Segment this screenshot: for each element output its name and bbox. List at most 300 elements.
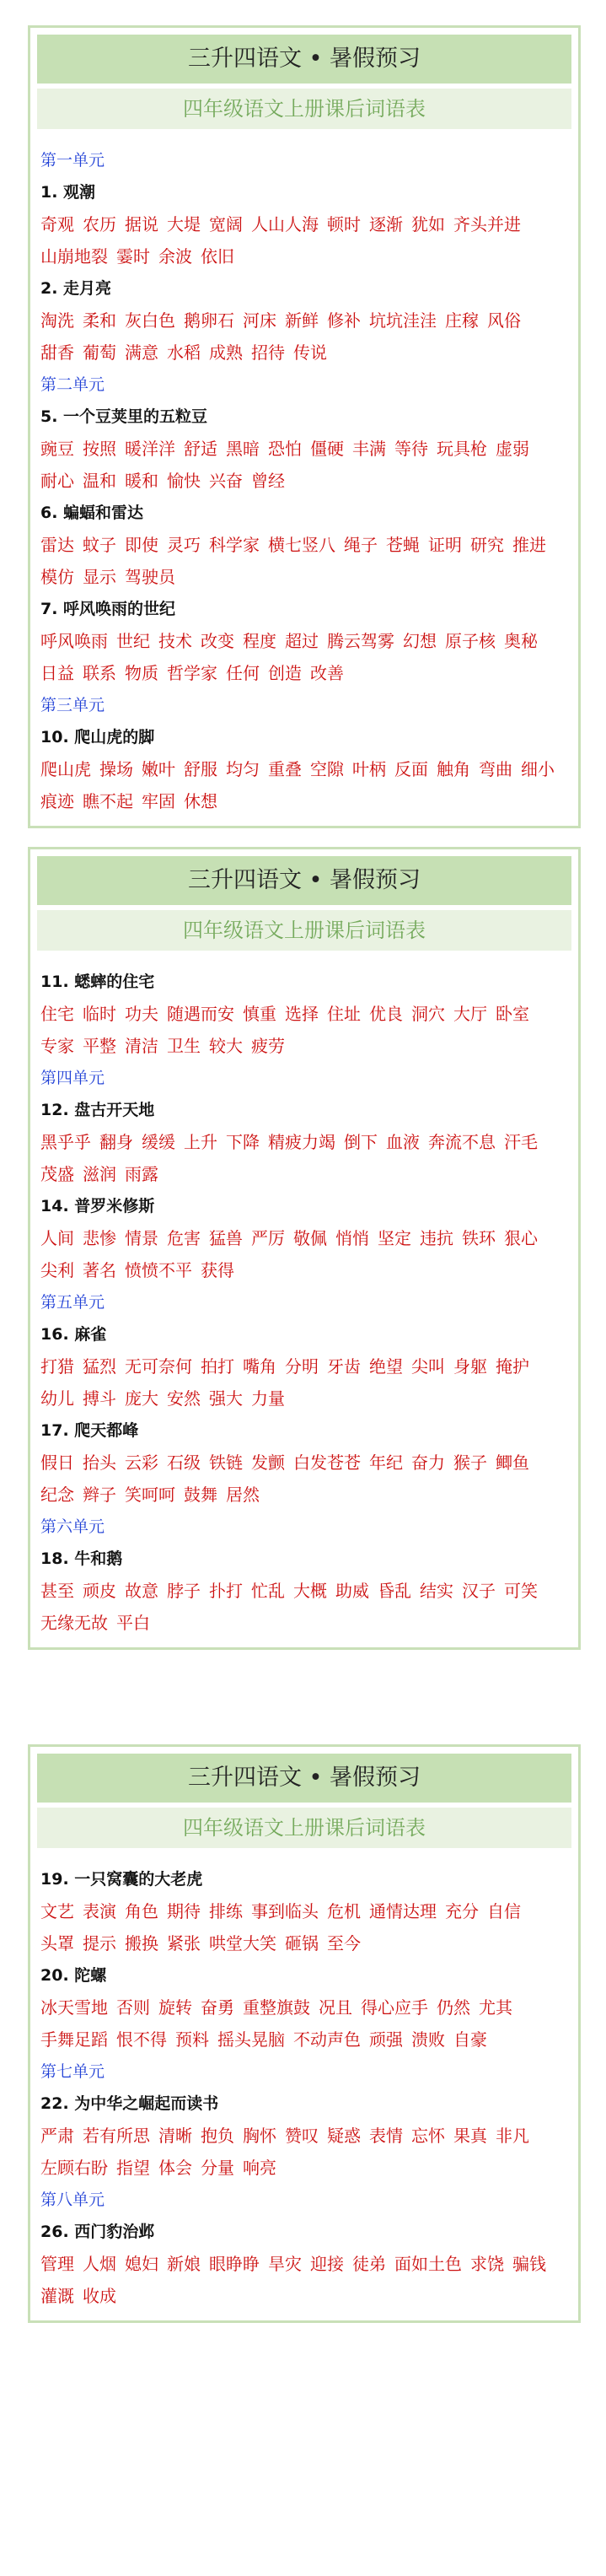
lesson-title: 2. 走月亮 — [40, 279, 112, 298]
lesson-title: 1. 观潮 — [40, 183, 96, 202]
vocab-word: 人间 — [40, 1228, 74, 1248]
vocab-word: 否则 — [116, 1997, 150, 2018]
vocab-word: 顽强 — [369, 2029, 403, 2050]
vocab-word: 旱灾 — [268, 2254, 302, 2274]
vocab-word: 石级 — [167, 1452, 201, 1473]
vocab-word: 左顾右盼 — [40, 2158, 108, 2178]
vocab-word: 违抗 — [420, 1228, 453, 1248]
vocab-word: 年纪 — [369, 1452, 403, 1473]
vocab-word: 丰满 — [352, 439, 386, 459]
vocab-word: 柔和 — [83, 310, 116, 331]
lesson-title: 20. 陀螺 — [40, 1966, 107, 1985]
vocab-word: 爬山虎 — [40, 759, 91, 779]
vocab-word: 葡萄 — [83, 342, 116, 363]
vocab-word: 空隙 — [310, 759, 344, 779]
vocab-word: 情景 — [125, 1228, 158, 1248]
vocab-word: 管理 — [40, 2254, 74, 2274]
vocab-word: 愉快 — [167, 471, 201, 491]
card-content — [37, 129, 571, 817]
vocab-word: 住宅 — [40, 1004, 74, 1024]
vocab-word: 分量 — [201, 2158, 234, 2178]
vocab-word: 嫩叶 — [142, 759, 175, 779]
word-list — [40, 1895, 568, 1959]
word-list — [40, 1222, 568, 1286]
vocab-word: 犹如 — [411, 214, 445, 234]
vocab-word: 大厅 — [453, 1004, 487, 1024]
vocab-word: 坚定 — [378, 1228, 411, 1248]
lesson-title: 14. 普罗米修斯 — [40, 1197, 155, 1215]
vocab-word: 滋润 — [83, 1164, 116, 1184]
vocab-word: 疑惑 — [327, 2126, 361, 2146]
vocab-word: 操场 — [99, 759, 133, 779]
vocab-word: 雷达 — [40, 535, 74, 555]
vocab-word: 细小 — [521, 759, 555, 779]
vocab-word: 尤其 — [479, 1997, 512, 2018]
vocab-word: 悲惨 — [83, 1228, 116, 1248]
word-list — [40, 208, 568, 272]
vocab-word: 危害 — [167, 1228, 201, 1248]
lesson-title: 22. 为中华之崛起而读书 — [40, 2094, 219, 2113]
vocab-word: 绳子 — [344, 535, 378, 555]
word-list — [40, 1991, 568, 2056]
vocab-word: 黑乎乎 — [40, 1132, 91, 1152]
vocab-word: 充分 — [445, 1901, 479, 1921]
vocab-word: 危机 — [327, 1901, 361, 1921]
vocab-word: 自信 — [487, 1901, 521, 1921]
vocab-word: 收成 — [83, 2286, 116, 2306]
vocab-word: 创造 — [268, 663, 302, 683]
vocab-word: 安然 — [167, 1388, 201, 1409]
vocab-word: 甚至 — [40, 1581, 74, 1601]
vocab-word: 依旧 — [201, 246, 234, 267]
lesson-title: 18. 牛和鹅 — [40, 1549, 123, 1568]
vocab-word: 猛兽 — [209, 1228, 243, 1248]
card-subtitle: 四年级语文上册课后词语表 — [37, 910, 571, 951]
vocab-word: 表演 — [83, 1901, 116, 1921]
vocab-word: 牙齿 — [327, 1356, 361, 1377]
vocab-word: 著名 — [83, 1260, 116, 1280]
vocab-word: 身躯 — [453, 1356, 487, 1377]
vocab-word: 哲学家 — [167, 663, 217, 683]
lesson-title: 12. 盘古开天地 — [40, 1101, 155, 1119]
vocab-word: 优良 — [369, 1004, 403, 1024]
vocab-word: 鲫鱼 — [496, 1452, 529, 1473]
vocab-word: 任何 — [226, 663, 260, 683]
vocab-word: 甜香 — [40, 342, 74, 363]
vocab-word: 清晰 — [158, 2126, 192, 2146]
lesson-title: 6. 蝙蝠和雷达 — [40, 504, 144, 522]
vocab-word: 自豪 — [453, 2029, 487, 2050]
vocab-word: 豌豆 — [40, 439, 74, 459]
vocab-word: 重叠 — [268, 759, 302, 779]
vocab-word: 云彩 — [125, 1452, 158, 1473]
lesson-title: 11. 蟋蟀的住宅 — [40, 973, 155, 991]
vocab-word: 赞叹 — [285, 2126, 319, 2146]
vocab-word: 痕迹 — [40, 791, 74, 811]
vocab-word: 虚弱 — [496, 439, 529, 459]
vocab-word: 雨露 — [125, 1164, 158, 1184]
vocab-word: 霎时 — [116, 246, 150, 267]
vocab-word: 日益 — [40, 663, 74, 683]
vocab-word: 通情达理 — [369, 1901, 437, 1921]
vocab-word: 均匀 — [226, 759, 260, 779]
vocab-word: 风俗 — [487, 310, 521, 331]
card-subtitle: 四年级语文上册课后词语表 — [37, 89, 571, 129]
vocab-word: 顿时 — [327, 214, 361, 234]
vocab-word: 手舞足蹈 — [40, 2029, 108, 2050]
vocab-word: 掩护 — [496, 1356, 529, 1377]
vocab-word: 铁链 — [209, 1452, 243, 1473]
vocab-word: 忘怀 — [411, 2126, 445, 2146]
vocab-word: 显示 — [83, 567, 116, 587]
vocab-word: 居然 — [226, 1485, 260, 1505]
vocab-word: 分明 — [285, 1356, 319, 1377]
vocab-word: 改善 — [310, 663, 344, 683]
vocab-word: 排练 — [209, 1901, 243, 1921]
vocab-word: 嘴角 — [243, 1356, 276, 1377]
vocab-word: 抱负 — [201, 2126, 234, 2146]
word-card-3 — [28, 1744, 581, 2323]
vocab-word: 人烟 — [83, 2254, 116, 2274]
vocab-word: 得心应手 — [361, 1997, 428, 2018]
vocab-word: 忙乱 — [251, 1581, 285, 1601]
vocab-word: 奋力 — [411, 1452, 445, 1473]
card-subtitle: 四年级语文上册课后词语表 — [37, 1808, 571, 1848]
vocab-word: 狠心 — [504, 1228, 538, 1248]
vocab-word: 驾驶员 — [125, 567, 175, 587]
vocab-word: 缓缓 — [142, 1132, 175, 1152]
vocab-word: 灌溉 — [40, 2286, 74, 2306]
vocab-word: 疲劳 — [251, 1036, 285, 1056]
vocab-word: 胸怀 — [243, 2126, 276, 2146]
vocab-word: 况且 — [319, 1997, 352, 2018]
vocab-word: 大概 — [293, 1581, 327, 1601]
vocab-word: 弯曲 — [479, 759, 512, 779]
vocab-word: 猴子 — [453, 1452, 487, 1473]
unit-heading: 第四单元 — [40, 1069, 105, 1087]
vocab-word: 冰天雪地 — [40, 1997, 108, 2018]
lesson-title: 5. 一个豆荚里的五粒豆 — [40, 407, 208, 426]
vocab-word: 宽阔 — [209, 214, 243, 234]
vocab-word: 面如土色 — [394, 2254, 462, 2274]
vocab-word: 头罩 — [40, 1933, 74, 1954]
vocab-word: 叶柄 — [352, 759, 386, 779]
vocab-word: 敬佩 — [293, 1228, 327, 1248]
vocab-word: 推进 — [512, 535, 546, 555]
vocab-word: 改变 — [201, 631, 234, 651]
vocab-word: 成熟 — [209, 342, 243, 363]
vocab-word: 助威 — [335, 1581, 369, 1601]
vocab-word: 程度 — [243, 631, 276, 651]
vocab-word: 辫子 — [83, 1485, 116, 1505]
vocab-word: 人山人海 — [251, 214, 319, 234]
vocab-word: 曾经 — [251, 471, 285, 491]
vocab-word: 随遇而安 — [167, 1004, 234, 1024]
vocab-word: 幼儿 — [40, 1388, 74, 1409]
vocab-word: 平整 — [83, 1036, 116, 1056]
word-list — [40, 2120, 568, 2184]
word-list — [40, 1575, 568, 1639]
vocab-word: 鼓舞 — [184, 1485, 217, 1505]
vocab-word: 呼风唤雨 — [40, 631, 108, 651]
card-title: 三升四语文 • 暑假预习 — [37, 35, 571, 84]
unit-heading: 第三单元 — [40, 696, 105, 714]
vocab-word: 幻想 — [403, 631, 437, 651]
vocab-word: 腾云驾雾 — [327, 631, 394, 651]
vocab-word: 据说 — [125, 214, 158, 234]
vocab-word: 兴奋 — [209, 471, 243, 491]
vocab-word: 拍打 — [201, 1356, 234, 1377]
vocab-word: 大堤 — [167, 214, 201, 234]
vocab-word: 临时 — [83, 1004, 116, 1024]
vocab-word: 迎接 — [310, 2254, 344, 2274]
vocab-word: 搏斗 — [83, 1388, 116, 1409]
unit-heading: 第七单元 — [40, 2062, 105, 2081]
vocab-word: 精疲力竭 — [268, 1132, 335, 1152]
vocab-word: 原子核 — [445, 631, 496, 651]
vocab-word: 新娘 — [167, 2254, 201, 2274]
vocab-word: 淘洗 — [40, 310, 74, 331]
vocab-word: 牢固 — [142, 791, 175, 811]
word-list — [40, 998, 568, 1062]
vocab-word: 卧室 — [496, 1004, 529, 1024]
vocab-word: 即使 — [125, 535, 158, 555]
vocab-word: 砸锅 — [285, 1933, 319, 1954]
vocab-word: 横七竖八 — [268, 535, 335, 555]
vocab-word: 顽皮 — [83, 1581, 116, 1601]
vocab-word: 逐渐 — [369, 214, 403, 234]
lesson-title: 7. 呼风唤雨的世纪 — [40, 600, 176, 618]
vocab-word: 山崩地裂 — [40, 246, 108, 267]
vocab-word: 灰白色 — [125, 310, 175, 331]
word-list — [40, 1447, 568, 1511]
vocab-word: 功夫 — [125, 1004, 158, 1024]
vocab-word: 可笑 — [504, 1581, 538, 1601]
vocab-word: 尖利 — [40, 1260, 74, 1280]
vocab-word: 抬头 — [83, 1452, 116, 1473]
vocab-word: 文艺 — [40, 1901, 74, 1921]
word-list — [40, 753, 568, 817]
vocab-word: 愤愤不平 — [125, 1260, 192, 1280]
unit-heading: 第二单元 — [40, 375, 105, 394]
vocab-word: 预料 — [175, 2029, 209, 2050]
lesson-title: 10. 爬山虎的脚 — [40, 728, 155, 746]
vocab-word: 力量 — [251, 1388, 285, 1409]
vocab-word: 不动声色 — [293, 2029, 361, 2050]
vocab-word: 温和 — [83, 471, 116, 491]
vocab-word: 媳妇 — [125, 2254, 158, 2274]
lesson-title: 17. 爬天都峰 — [40, 1421, 139, 1440]
unit-heading: 第六单元 — [40, 1517, 105, 1536]
vocab-word: 奥秘 — [504, 631, 538, 651]
vocab-word: 旋转 — [158, 1997, 192, 2018]
vocab-word: 反面 — [394, 759, 428, 779]
vocab-word: 住址 — [327, 1004, 361, 1024]
vocab-word: 严肃 — [40, 2126, 74, 2146]
word-list — [40, 304, 568, 369]
vocab-word: 结实 — [420, 1581, 453, 1601]
vocab-word: 果真 — [453, 2126, 487, 2146]
vocab-word: 庞大 — [125, 1388, 158, 1409]
vocab-word: 事到临头 — [251, 1901, 319, 1921]
vocab-word: 下降 — [226, 1132, 260, 1152]
vocab-word: 指望 — [116, 2158, 150, 2178]
vocab-word: 倒下 — [344, 1132, 378, 1152]
vocab-word: 表情 — [369, 2126, 403, 2146]
vocab-word: 河床 — [243, 310, 276, 331]
vocab-word: 翻身 — [99, 1132, 133, 1152]
vocab-word: 白发苍苍 — [293, 1452, 361, 1473]
vocab-word: 选择 — [285, 1004, 319, 1024]
vocab-word: 溃败 — [411, 2029, 445, 2050]
vocab-word: 汗毛 — [504, 1132, 538, 1152]
word-list — [40, 1350, 568, 1415]
vocab-word: 水稻 — [167, 342, 201, 363]
vocab-word: 舒服 — [184, 759, 217, 779]
word-list — [40, 2248, 568, 2312]
unit-heading: 第八单元 — [40, 2191, 105, 2209]
vocab-word: 重整旗鼓 — [243, 1997, 310, 2018]
vocab-word: 角色 — [125, 1901, 158, 1921]
vocab-word: 专家 — [40, 1036, 74, 1056]
vocab-word: 奋勇 — [201, 1997, 234, 2018]
vocab-word: 悄悄 — [335, 1228, 369, 1248]
vocab-word: 瞧不起 — [83, 791, 133, 811]
vocab-word: 上升 — [184, 1132, 217, 1152]
vocab-word: 黑暗 — [226, 439, 260, 459]
vocab-word: 联系 — [83, 663, 116, 683]
vocab-word: 满意 — [125, 342, 158, 363]
vocab-word: 猛烈 — [83, 1356, 116, 1377]
vocab-word: 无缘无故 — [40, 1613, 108, 1633]
vocab-word: 模仿 — [40, 567, 74, 587]
word-list — [40, 529, 568, 593]
lesson-title: 26. 西门豹治邺 — [40, 2223, 155, 2241]
vocab-word: 徒弟 — [352, 2254, 386, 2274]
card-title: 三升四语文 • 暑假预习 — [37, 1754, 571, 1803]
word-card-2 — [28, 847, 581, 1650]
vocab-word: 奔流不息 — [428, 1132, 496, 1152]
word-list — [40, 1126, 568, 1190]
vocab-word: 蚊子 — [83, 535, 116, 555]
vocab-word: 平白 — [116, 1613, 150, 1633]
vocab-word: 苍蝇 — [386, 535, 420, 555]
vocab-word: 洞穴 — [411, 1004, 445, 1024]
vocab-word: 修补 — [327, 310, 361, 331]
vocab-word: 传说 — [293, 342, 327, 363]
vocab-word: 打猎 — [40, 1356, 74, 1377]
vocab-word: 超过 — [285, 631, 319, 651]
vocab-word: 强大 — [209, 1388, 243, 1409]
vocab-word: 技术 — [158, 631, 192, 651]
vocab-word: 物质 — [125, 663, 158, 683]
vocab-word: 血液 — [386, 1132, 420, 1152]
vocab-word: 恐怕 — [268, 439, 302, 459]
vocab-word: 玩具枪 — [437, 439, 487, 459]
vocab-word: 暖洋洋 — [125, 439, 175, 459]
vocab-word: 耐心 — [40, 471, 74, 491]
vocab-word: 招待 — [251, 342, 285, 363]
vocab-word: 证明 — [428, 535, 462, 555]
vocab-word: 齐头并进 — [453, 214, 521, 234]
vocab-word: 新鲜 — [285, 310, 319, 331]
vocab-word: 卫生 — [167, 1036, 201, 1056]
card-title: 三升四语文 • 暑假预习 — [37, 856, 571, 905]
vocab-word: 奇观 — [40, 214, 74, 234]
vocab-word: 恨不得 — [116, 2029, 167, 2050]
vocab-word: 至今 — [327, 1933, 361, 1954]
vocab-word: 响亮 — [243, 2158, 276, 2178]
vocab-word: 昏乱 — [378, 1581, 411, 1601]
vocab-word: 鹅卵石 — [184, 310, 234, 331]
vocab-word: 摇头晃脑 — [217, 2029, 285, 2050]
vocab-word: 严厉 — [251, 1228, 285, 1248]
vocab-word: 假日 — [40, 1452, 74, 1473]
vocab-word: 扑打 — [209, 1581, 243, 1601]
vocab-word: 研究 — [470, 535, 504, 555]
word-card-1 — [28, 25, 581, 828]
vocab-word: 等待 — [394, 439, 428, 459]
vocab-word: 灵巧 — [167, 535, 201, 555]
vocab-word: 坑坑洼洼 — [369, 310, 437, 331]
vocab-word: 汉子 — [462, 1581, 496, 1601]
vocab-word: 纪念 — [40, 1485, 74, 1505]
lesson-title: 16. 麻雀 — [40, 1325, 107, 1344]
vocab-word: 笑呵呵 — [125, 1485, 175, 1505]
vocab-word: 暖和 — [125, 471, 158, 491]
vocab-word: 非凡 — [496, 2126, 529, 2146]
vocab-word: 无可奈何 — [125, 1356, 192, 1377]
vocab-word: 搬换 — [125, 1933, 158, 1954]
vocab-word: 世纪 — [116, 631, 150, 651]
vocab-word: 脖子 — [167, 1581, 201, 1601]
unit-heading: 第五单元 — [40, 1293, 105, 1312]
vocab-word: 哄堂大笑 — [209, 1933, 276, 1954]
vocab-word: 休想 — [184, 791, 217, 811]
vocab-word: 清洁 — [125, 1036, 158, 1056]
vocab-word: 尖叫 — [411, 1356, 445, 1377]
vocab-word: 庄稼 — [445, 310, 479, 331]
vocab-word: 慎重 — [243, 1004, 276, 1024]
vocab-word: 科学家 — [209, 535, 260, 555]
vocab-word: 舒适 — [184, 439, 217, 459]
vocab-word: 获得 — [201, 1260, 234, 1280]
vocab-word: 触角 — [437, 759, 470, 779]
word-list — [40, 433, 568, 497]
vocab-word: 发颤 — [251, 1452, 285, 1473]
vocab-word: 较大 — [209, 1036, 243, 1056]
vocab-word: 余波 — [158, 246, 192, 267]
word-list — [40, 625, 568, 689]
vocab-word: 提示 — [83, 1933, 116, 1954]
vocab-word: 期待 — [167, 1901, 201, 1921]
vocab-word: 僵硬 — [310, 439, 344, 459]
vocab-word: 求饶 — [470, 2254, 504, 2274]
vocab-word: 农历 — [83, 214, 116, 234]
vocab-word: 若有所思 — [83, 2126, 150, 2146]
vocab-word: 骗钱 — [512, 2254, 546, 2274]
card-content — [37, 951, 571, 1639]
vocab-word: 仍然 — [437, 1997, 470, 2018]
vocab-word: 紧张 — [167, 1933, 201, 1954]
lesson-title: 19. 一只窝囊的大老虎 — [40, 1870, 203, 1889]
vocab-word: 故意 — [125, 1581, 158, 1601]
vocab-word: 铁环 — [462, 1228, 496, 1248]
card-content — [37, 1848, 571, 2312]
vocab-word: 体会 — [158, 2158, 192, 2178]
vocab-word: 眼睁睁 — [209, 2254, 260, 2274]
vocab-word: 按照 — [83, 439, 116, 459]
